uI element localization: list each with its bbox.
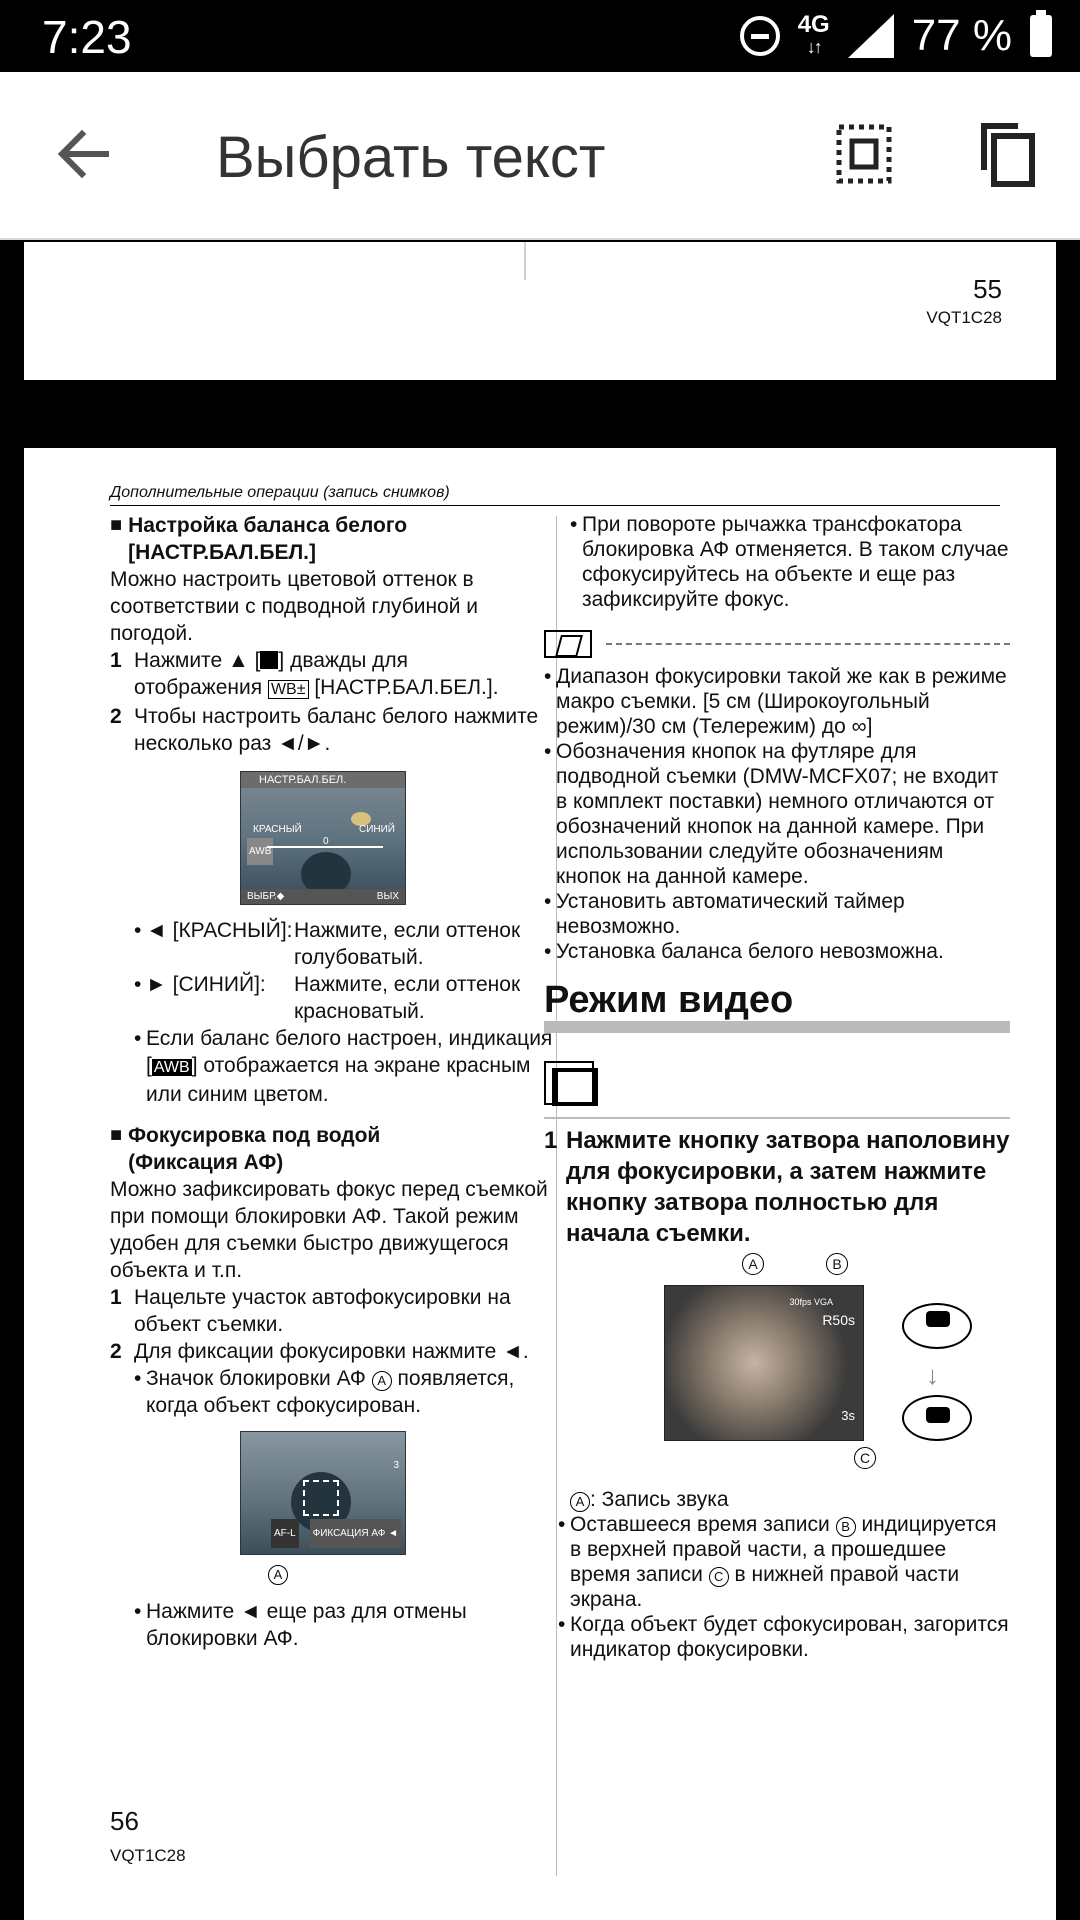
square-bullet-icon: ■: [110, 514, 123, 536]
heading-line: (Фиксация АФ): [128, 1151, 284, 1174]
previous-page: [24, 242, 1056, 380]
remaining-time: R50s: [822, 1312, 855, 1328]
list-item: 1 Нацельте участок автофокусировки на объект съемки.: [110, 1286, 511, 1336]
data-arrows-icon: ↓↑: [806, 37, 821, 57]
af-lock-indicator: AF-L: [271, 1519, 299, 1548]
square-bullet-icon: ■: [110, 1124, 123, 1146]
legend: [558, 1487, 1010, 1662]
status-time: 7:23: [42, 11, 132, 63]
callout-a-icon: A: [742, 1253, 764, 1275]
video-mode-icon: [544, 1061, 594, 1105]
lcd-bottom-bar: ВЫБР.◆ ВЫХ: [241, 889, 405, 904]
page-title: Выбрать текст: [216, 125, 606, 190]
lcd-shot-count: 3: [393, 1460, 399, 1471]
signal-strength-icon: [848, 14, 894, 58]
select-all-icon[interactable]: [836, 124, 892, 184]
list-item: • Значок блокировки АФ A появляется, когда объект сфокусирован.: [134, 1367, 515, 1417]
document-viewer[interactable]: [0, 242, 1080, 1920]
network-type: 4G: [797, 11, 830, 38]
elapsed-time: 3s: [841, 1408, 855, 1423]
status-icons: [740, 12, 1052, 60]
list-item: 2 Чтобы настроить баланс белого нажмите несколько раз ◄/►.: [110, 705, 539, 755]
shutter-full-press-icon: [902, 1395, 972, 1441]
wb-scale: [267, 838, 383, 848]
callout-c-icon: C: [709, 1567, 729, 1587]
callout-b-icon: B: [836, 1517, 856, 1537]
notes-list: [544, 664, 1010, 964]
list-item: A : Запись звука: [570, 1487, 1010, 1512]
status-bar: [0, 0, 1080, 72]
column-divider: [524, 242, 526, 280]
page-code: VQT1C28: [926, 308, 1002, 327]
current-page[interactable]: [24, 448, 1056, 1920]
list-item: • Когда объект будет сфокусирован, загорится индикатор фокусировки.: [558, 1613, 1009, 1661]
list-item: • Если баланс белого настроен, индикация [ AWB] отображается на экране красным или синим цветом.: [134, 1027, 553, 1106]
battery-icon: [1030, 15, 1052, 57]
list-item: • Диапазон фокусировки такой же как в режиме макро съемки. [5 см (Широкоугольный режим)/30 см (Телережим) до ∞]: [544, 665, 1007, 738]
left-column: [110, 512, 560, 1652]
video-illustration: [570, 1249, 1010, 1466]
shutter-half-press-icon: [902, 1303, 972, 1349]
arrow-down-icon: ↓: [926, 1360, 939, 1390]
do-not-disturb-icon: [740, 16, 780, 56]
section-title: Режим видео: [544, 988, 1010, 1033]
heading-line: [НАСТР.БАЛ.БЕЛ.]: [128, 541, 317, 564]
paragraph: Можно зафиксировать фокус перед съемкой при помощи блокировки АФ. Такой режим удобен для съемки быстро движущегося объекта и т.п.: [110, 1178, 548, 1282]
awb-icon: AWB: [153, 1059, 190, 1076]
list-item: 1 Нажмите ▲ [ ] дважды для отображения WB± [НАСТР.БАЛ.БЕЛ.].: [110, 649, 499, 699]
app-bar: [0, 72, 1080, 240]
section-heading: [110, 512, 560, 566]
list-item: • Нажмите ◄ еще раз для отмены блокировки АФ.: [134, 1600, 467, 1650]
memo-icon: [544, 630, 592, 658]
callout-b-icon: B: [826, 1253, 848, 1275]
heading-line: Фокусировка под водой: [128, 1124, 381, 1147]
paragraph: Можно настроить цветовой оттенок в соответствии с подводной глубиной и погодой.: [110, 568, 479, 645]
page-header: Дополнительные операции (запись снимков): [110, 484, 1000, 506]
network-indicator: [797, 11, 830, 58]
callout-a-icon: A: [268, 1565, 288, 1585]
callout-a-icon: A: [570, 1492, 590, 1512]
camera-screen-illustration: [240, 1431, 406, 1555]
note-divider: [544, 630, 1010, 658]
callout-a-icon: A: [372, 1371, 392, 1391]
camera-screen-illustration: [240, 771, 406, 905]
exposure-comp-icon: [260, 651, 278, 669]
af-frame: [303, 1480, 339, 1516]
callout-c-icon: C: [854, 1447, 876, 1469]
back-arrow-icon[interactable]: [54, 124, 114, 184]
wb-adjust-icon: WB±: [268, 680, 309, 699]
page-number: 55: [973, 274, 1002, 304]
list-item: 1 Нажмите кнопку затвора наполовину для фокусировки, а затем нажмите кнопку затвора полностью для начала съемки.: [544, 1127, 1010, 1247]
heading-line: Настройка баланса белого: [128, 514, 408, 537]
awb-icon: AWB: [247, 838, 273, 865]
definition-list: • ◄ [КРАСНЫЙ]: Нажмите, если оттенок голубоватый. • ► [СИНИЙ]: Нажмите, если оттенок красноватый.: [134, 919, 521, 1023]
page-number: 56: [110, 1806, 139, 1836]
lcd-zero: 0: [323, 836, 329, 847]
battery-percent: 77 %: [911, 11, 1012, 60]
list-item: • Обозначения кнопок на футляре для подводной съемки (DMW-MCFX07; не входит в комплект поставки) немного отличаются от обозначений кнопок на данной камере. При использовании следуйте обозначениям кнопок на данной камере.: [544, 740, 999, 888]
list-item: • При повороте рычажка трансфокатора блокировка АФ отменяется. В таком случае сфокусируйтесь на объекте и еще раз зафиксируйте фокус.: [570, 513, 1009, 611]
af-lock-label: ФИКСАЦИЯ АФ ◄: [310, 1519, 401, 1548]
lcd-label-red: КРАСНЫЙ: [253, 824, 302, 835]
page-code: VQT1C28: [110, 1846, 186, 1865]
list-item: 2 Для фиксации фокусировки нажмите ◄.: [110, 1340, 529, 1363]
right-column: [544, 512, 1010, 1662]
lcd-quality: 30fps VGA: [789, 1297, 833, 1307]
list-item: • Оставшееся время записи B индицируется в верхней правой части, а прошедшее время записи C в нижней правой части экрана.: [558, 1513, 997, 1611]
list-item: • Установить автоматический таймер невозможно.: [544, 890, 905, 938]
copy-icon[interactable]: [976, 120, 1036, 188]
section-heading: [110, 1122, 560, 1176]
list-item: • Установка баланса белого невозможна.: [544, 940, 944, 963]
lcd-title: НАСТР.БАЛ.БЕЛ.: [241, 772, 405, 788]
camera-screen-illustration: [664, 1285, 864, 1441]
lcd-label-blue: СИНИЙ: [358, 824, 395, 835]
